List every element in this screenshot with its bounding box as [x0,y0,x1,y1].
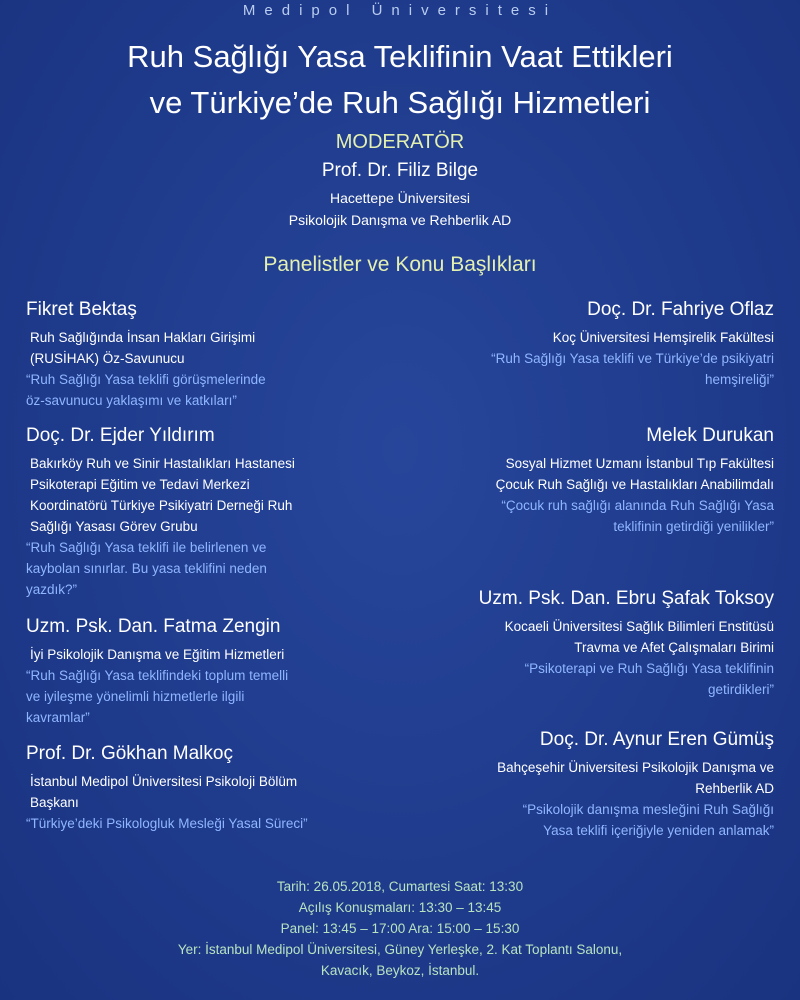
panelist-topic-line: yazdık?” [26,582,78,597]
panelist-affiliation-line: Bahçeşehir Üniversitesi Psikolojik Danışma ve [497,760,774,775]
panelist-affiliation-line: Kocaeli Üniversitesi Sağlık Bilimleri Enstitüsü [504,619,774,634]
panelist-affiliation-line: (RUSİHAK) Öz-Savunucu [30,351,185,366]
title-line-1: Ruh Sağlığı Yasa Teklifinin Vaat Ettikleri [127,39,673,74]
panelist-affiliation-line: Psikoterapi Eğitim ve Tedavi Merkezi [30,477,250,492]
panelist-topic-line: “Ruh Sağlığı Yasa teklifi ve Türkiye’de psikiyatri [491,351,774,366]
panelist-name: Doç. Dr. Fahriye Oflaz [587,299,774,320]
panelist-affiliation-line: Koç Üniversitesi Hemşirelik Fakültesi [552,330,774,345]
panelist-block [26,614,371,728]
panelist-affiliation-line: İyi Psikolojik Danışma ve Eğitim Hizmetleri [30,647,285,662]
panelist-affiliation-line: Sosyal Hizmet Uzmanı İstanbul Tıp Fakültesi [505,456,774,471]
panelist-topic-line: ve iyileşme yönelimli hizmetlerle ilgili [26,689,245,704]
panelist-name: Uzm. Psk. Dan. Ebru Şafak Toksoy [478,588,774,609]
event-date-line: Tarih: 26.05.2018, Cumartesi Saat: 13:30 [276,879,524,894]
moderator-affiliation-line: Hacettepe Üniversitesi [329,190,471,206]
panelist-name: Doç. Dr. Aynur Eren Gümüş [539,729,774,750]
title-line-2: ve Türkiye’de Ruh Sağlığı Hizmetleri [149,85,651,120]
panelist-affiliation-line: Koordinatörü Türkiye Psikiyatri Derneği Ruh [30,498,293,513]
panelist-name: Doç. Dr. Ejder Yıldırım [26,425,215,446]
panelist-affiliation-line: Travma ve Afet Çalışmaları Birimi [574,640,774,655]
panelist-block [26,423,371,600]
panelist-affiliation-line: Ruh Sağlığında İnsan Hakları Girişimi [30,330,256,345]
panelist-topic-line: getirdikleri” [707,682,774,697]
panelist-name: Uzm. Psk. Dan. Fatma Zengin [26,616,281,637]
panelist-topic-line: “Çocuk ruh sağlığı alanında Ruh Sağlığı Yasa [501,498,774,513]
event-info [0,876,800,981]
panelist-block [429,727,774,841]
event-title [0,34,800,126]
panelist-topic-line: Yasa teklifi içeriğiyle yeniden anlamak” [543,823,774,838]
panel-time-line: Panel: 13:45 – 17:00 Ara: 15:00 – 15:30 [280,921,520,936]
panelist-affiliation-line: Sağlığı Yasası Görev Grubu [30,519,198,534]
panelist-affiliation-line: Bakırköy Ruh ve Sinir Hastalıkları Hastanesi [30,456,295,471]
panelist-affiliation-line: İstanbul Medipol Üniversitesi Psikoloji Bölüm [30,774,298,789]
panelist-block [26,297,371,411]
moderator-affiliation-line: Psikolojik Danışma ve Rehberlik AD [288,212,512,228]
panelist-topic-line: öz-savunucu yaklaşımı ve katkıları” [26,393,237,408]
panelist-block [429,586,774,700]
moderator-affiliation [0,187,800,231]
panelist-topic-line: kavramlar” [26,710,90,725]
panelist-name: Prof. Dr. Gökhan Malkoç [26,743,233,764]
panelist-topic-line: “Ruh Sağlığı Yasa teklifi görüşmelerinde [26,372,266,387]
panelist-topic-line: teklifinin getirdiği yenilikler” [613,519,774,534]
panelist-name: Fikret Bektaş [26,299,137,320]
panelists-heading: Panelistler ve Konu Başlıkları [263,253,537,276]
opening-speeches-line: Açılış Konuşmaları: 13:30 – 13:45 [298,900,502,915]
panelist-topic-line: “Psikoterapi ve Ruh Sağlığı Yasa teklifinin [524,661,774,676]
panelist-topic-line: “Psikolojik danışma mesleğini Ruh Sağlığı [522,802,774,817]
panelist-topic-line: “Türkiye’deki Psikologluk Mesleği Yasal Süreci” [26,816,308,831]
panelist-topic-line: hemşireliği” [704,372,774,387]
venue-line: Kavacık, Beykoz, İstanbul. [320,963,480,978]
venue-line: Yer: İstanbul Medipol Üniversitesi, Güney Yerleşke, 2. Kat Toplantı Salonu, [177,942,623,957]
panelist-affiliation-line: Rehberlik AD [695,781,774,796]
panelist-block [429,423,774,537]
moderator-label: MODERATÖR [335,131,465,153]
panelist-topic-line: kaybolan sınırlar. Bu yasa teklifini neden [26,561,267,576]
university-name: Medipol Üniversitesi [242,2,558,19]
panelist-name: Melek Durukan [646,425,774,446]
panelist-block [429,297,774,390]
panelist-topic-line: “Ruh Sağlığı Yasa teklifindeki toplum temelli [26,668,289,683]
panelist-topic-line: “Ruh Sağlığı Yasa teklifi ile belirlenen ve [26,540,267,555]
panelist-affiliation-line: Başkanı [30,795,79,810]
moderator-name: Prof. Dr. Filiz Bilge [321,160,479,181]
panelist-affiliation-line: Çocuk Ruh Sağlığı ve Hastalıkları Anabilimdalı [495,477,774,492]
panelist-block [26,741,371,834]
